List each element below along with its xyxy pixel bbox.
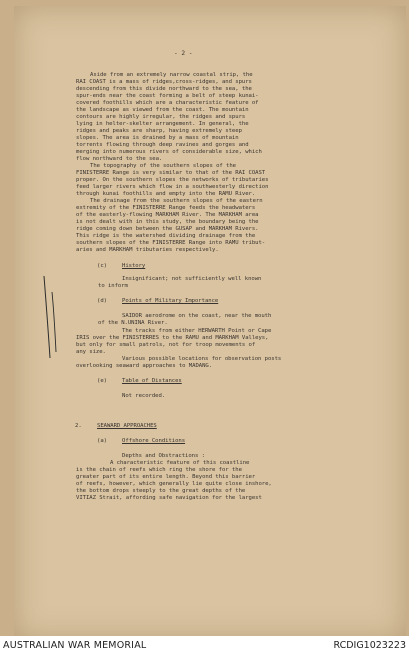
text-line: is not dealt with in this study, the boundary being the xyxy=(76,219,259,225)
text-line: VITIAZ Strait, affording safe navigation for the largest xyxy=(76,495,262,501)
text-line: of the N.UNINA River. xyxy=(98,320,168,326)
text-line: is the chain of reefs which ring the shore for the xyxy=(76,467,242,473)
text-line: of reefs, however, which generally lie quite close inshore, xyxy=(76,481,272,487)
text-line: (c) xyxy=(97,263,107,269)
text-line: the bottom drops steeply to the great depths of the xyxy=(76,488,246,494)
footer-source: AUSTRALIAN WAR MEMORIAL xyxy=(3,640,147,651)
text-line: Depths and Obstractions : xyxy=(122,453,205,459)
text-line: ridges and peaks are sharp, having extremely steep xyxy=(76,128,242,134)
text-line: A characteristic feature of this coastline xyxy=(110,460,250,466)
margin-pen-mark xyxy=(36,272,66,362)
text-line: descending from this divide northward to the sea, the xyxy=(76,86,252,92)
text-line: Various possible locations for observation posts xyxy=(122,356,282,362)
text-line: merging into numerous rivers of considerable size, which xyxy=(76,149,262,155)
text-line: southern slopes of the FINISTERRE Range into RAMU tribut- xyxy=(76,240,266,246)
text-line: aries and MARKHAM tributaries respectively. xyxy=(76,247,219,253)
text-line: (e) xyxy=(97,378,107,384)
text-line: (a) xyxy=(97,438,107,444)
text-line: spur-ends near the coast forming a belt of steep kunai- xyxy=(76,93,259,99)
text-line: proper. On the southern slopes the networks of tributaries xyxy=(76,177,269,183)
text-line: IRIS over the FINISTERRES to the RAMU and MARKHAM Valleys, xyxy=(76,335,269,341)
text-line: greater part of its entire length. Beyond this barrier xyxy=(76,474,256,480)
text-line: Aside from an extremely narrow coastal strip, the xyxy=(90,72,253,78)
text-line: through kunai foothills and empty into the RAMU River. xyxy=(76,191,256,197)
text-line: torrents flowing through deep ravines and gorges and xyxy=(76,142,249,148)
text-line: Table of Distances xyxy=(122,378,182,384)
text-line: Not recorded. xyxy=(122,393,166,399)
text-line: overlooking seaward approaches to MADANG. xyxy=(76,363,213,369)
text-line: contours are highly irregular, the ridges and spurs xyxy=(76,114,246,120)
text-line: ridge coming down between the GUSAP and MARKHAM Rivers. xyxy=(76,226,259,232)
text-line: flow northward to the sea. xyxy=(76,156,163,162)
text-line: SAIDOR aerodrome on the coast, near the mouth xyxy=(122,313,272,319)
text-line: History xyxy=(122,263,146,269)
text-line: any size. xyxy=(76,349,106,355)
text-line: feed larger rivers which flow in a southwesterly direction xyxy=(76,184,269,190)
text-line: Points of Military Importance xyxy=(122,298,219,304)
typed-page xyxy=(14,6,406,636)
page-number: - 2 - xyxy=(174,50,193,57)
text-line: Offshore Conditions xyxy=(122,438,186,444)
text-line: 2. xyxy=(75,423,82,429)
text-line: This ridge is the watershed dividing drainage from the xyxy=(76,233,256,239)
text-line: RAI COAST is a mass of ridges,cross-ridges, and spurs xyxy=(76,79,252,85)
text-line: The tracks from either HERWARTH Point or Cape xyxy=(122,328,272,334)
text-line: the landscape as viewed from the coast. The mountain xyxy=(76,107,249,113)
text-line: slopes. The area is drained by a mass of mountain xyxy=(76,135,239,141)
text-line: The topography of the southern slopes of the xyxy=(90,163,236,169)
text-line: FINISTERRE Range is very similar to that of the RAI COAST xyxy=(76,170,266,176)
text-line: but only for small patrols, not for troop movements of xyxy=(76,342,256,348)
text-line: The drainage from the southern slopes of the eastern xyxy=(90,198,263,204)
archive-footer xyxy=(0,636,409,654)
text-line: lying in helter-skelter arrangement. In general, the xyxy=(76,121,249,127)
text-line: of the easterly-flowing MARKHAM River. The MARKHAM area xyxy=(76,212,259,218)
text-line: SEAWARD APPROACHES xyxy=(97,423,157,429)
text-line: Insignificant; not sufficiently well known xyxy=(122,276,262,282)
footer-id: RCDIG1023223 xyxy=(333,640,406,651)
text-line: to inform xyxy=(98,283,128,289)
text-line: covered foothills which are a characteristic feature of xyxy=(76,100,259,106)
text-line: (d) xyxy=(97,298,107,304)
text-line: extremity of the FINISTERRE Range feeds the headwaters xyxy=(76,205,256,211)
